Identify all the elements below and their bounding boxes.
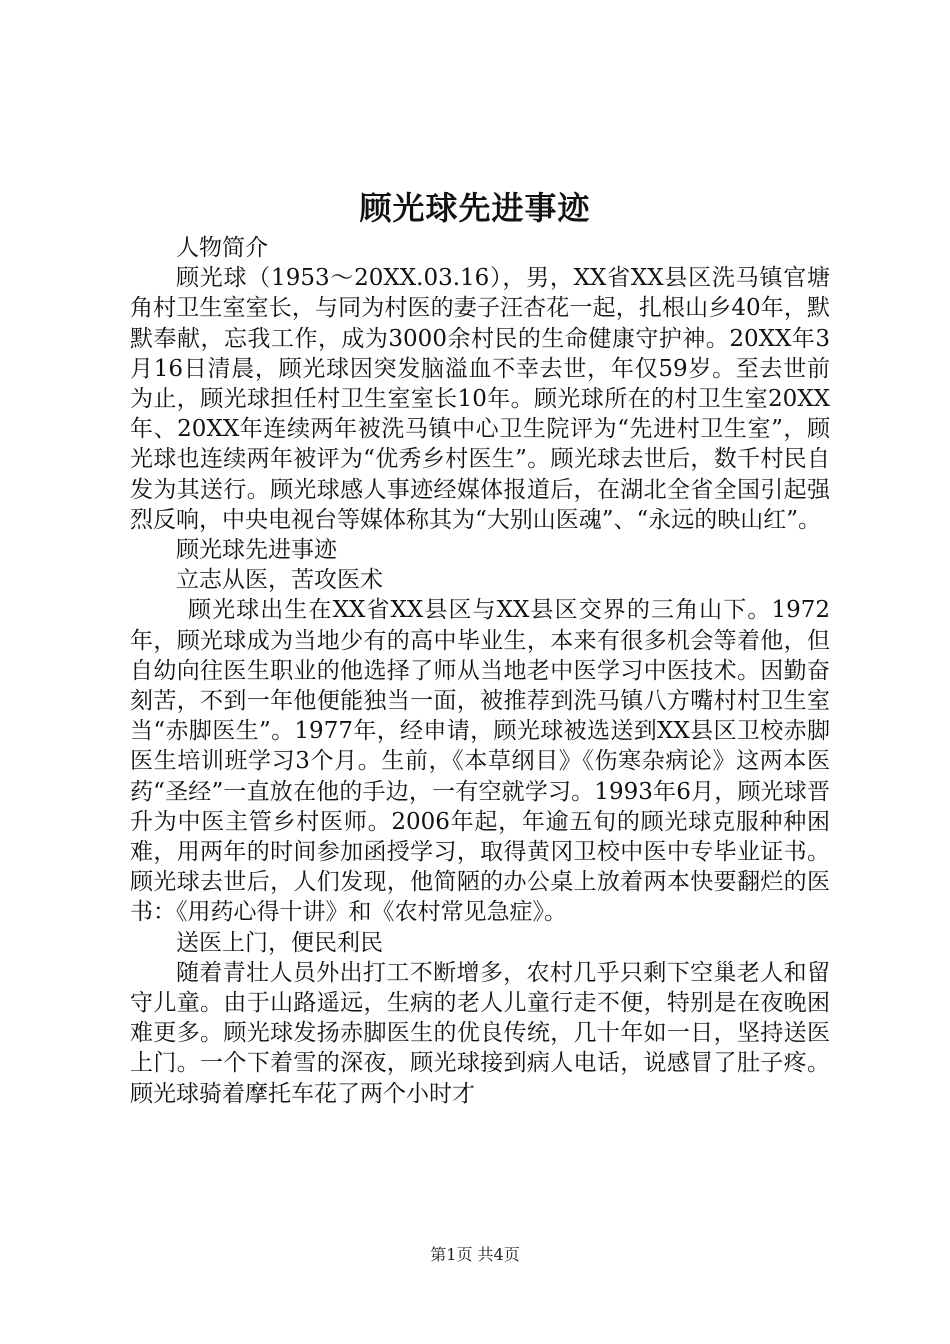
page-footer: 第1页 共4页 bbox=[430, 1245, 520, 1264]
heading-section-1: 立志从医，苦攻医术 bbox=[176, 567, 383, 594]
paragraph-section-1: 顾光球出生在XX省XX县区与XX县区交界的三角山下。1972年，顾光球成为当地少有的高中毕业生，本来有很多机会等着他，但自幼向往医生职业的他选择了师从当地老中医学习中医技术。因勤奋刻苦，不到一年他便能独当一面，被推荐到洗马镇八方嘴村村卫生室当“赤脚医生”。1977年，经申请，顾光球被选送到XX县区卫校赤脚医生培训班学习3个月。生前，《本草纲目》《伤寒杂病论》这两本医药“圣经”一直放在他的手边，一有空就学习。1993年6月，顾光球晋升为中医主管乡村医师。2006年起，年逾五旬的顾光球克服种种困难，用两年的时间参加函授学习，取得黄冈卫校中医中专毕业证书。顾光球去世后，人们发现，他简陋的办公桌上放着两本快要翻烂的医书：《用药心得十讲》和《农村常见急症》。 bbox=[130, 597, 830, 926]
paragraph-profile: 顾光球（1953～20XX.03.16），男，XX省XX县区洗马镇官塘角村卫生室室长，与同为村医的妻子汪杏花一起，扎根山乡40年，默默奉献，忘我工作，成为3000余村民的生命健康守护神。20XX年3月16日清晨，顾光球因突发脑溢血不幸去世，年仅59岁。至去世前为止，顾光球担任村卫生室室长10年。顾光球所在的村卫生室20XX年、20XX年连续两年被洗马镇中心卫生院评为“先进村卫生室”，顾光球也连续两年被评为“优秀乡村医生”。顾光球去世后，数千村民自发为其送行。顾光球感人事迹经媒体报道后，在湖北全省全国引起强烈反响，中央电视台等媒体称其为“大别山医魂”、“永远的映山红”。 bbox=[130, 265, 830, 533]
heading-profile: 人物简介 bbox=[176, 235, 268, 261]
heading-deeds: 顾光球先进事迹 bbox=[176, 537, 337, 564]
document-body bbox=[130, 233, 830, 1109]
paragraph-section-2: 随着青壮人员外出打工不断增多，农村几乎只剩下空巢老人和留守儿童。由于山路遥远，生病的老人儿童行走不便，特别是在夜晚困难更多。顾光球发扬赤脚医生的优良传统，几十年如一日，坚持送医上门。一个下着雪的深夜，顾光球接到病人电话，说感冒了肚子疼。顾光球骑着摩托车花了两个小时才 bbox=[130, 959, 830, 1107]
document-title: 顾光球先进事迹 bbox=[359, 189, 591, 227]
heading-section-2: 送医上门，便民利民 bbox=[176, 929, 383, 956]
